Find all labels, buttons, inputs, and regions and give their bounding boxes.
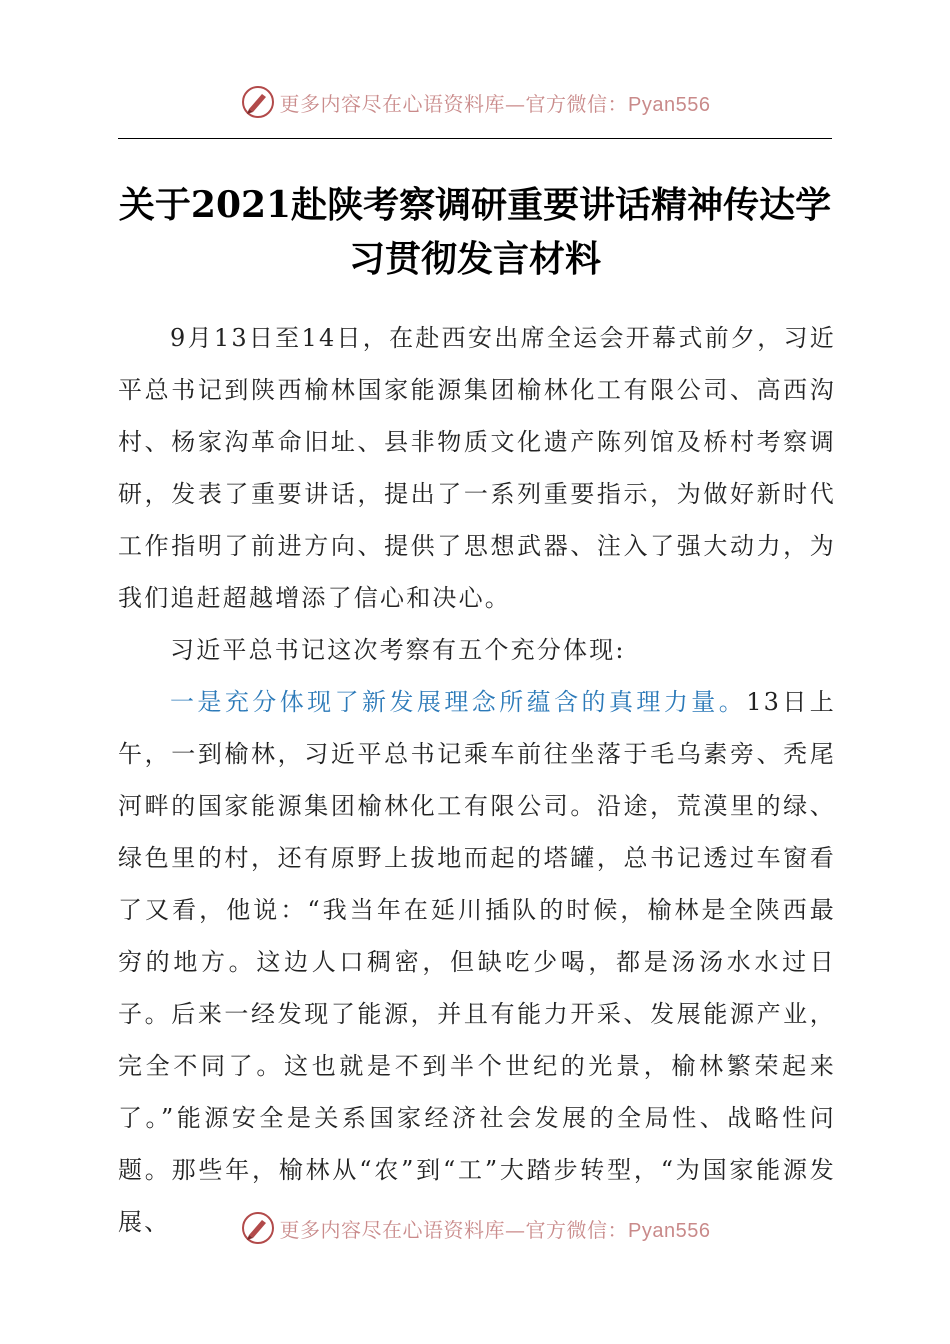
document-body: [118, 312, 836, 1248]
watermark-separator: —: [505, 1217, 526, 1242]
paragraph-3: [118, 676, 836, 1248]
watermark-wechat-id: Pyan556: [628, 1219, 711, 1242]
paragraph-3-highlight: 一是充分体现了新发展理念所蕴含的真理力量。: [170, 688, 747, 716]
header-watermark-banner: [0, 82, 950, 122]
watermark-separator: —: [505, 91, 526, 116]
footer-watermark-banner: [0, 1208, 950, 1248]
watermark-contact-label: 官方微信：: [525, 91, 629, 116]
pen-seal-icon: [240, 84, 276, 120]
pen-seal-icon: [240, 1210, 276, 1246]
header-divider: [118, 138, 832, 139]
watermark-contact-label: 官方微信：: [525, 1217, 629, 1242]
paragraph-3-text: 13日上午，一到榆林，习近平总书记乘车前往坐落于毛乌素旁、秃尾河畔的国家能源集团榆林化工有限公司。沿途，荒漠里的绿、绿色里的村，还有原野上拔地而起的塔罐，总书记透过车窗看了又看，他说：“我当年在延川插队的时候，榆林是全陕西最穷的地方。这边人口稠密，但缺吃少喝，都是汤汤水水过日子。后来一经发现了能源，并且有能力开采、发展能源产业，完全不同了。这也就是不到半个世纪的光景，榆林繁荣起来了。”能源安全是关系国家经济社会发展的全局性、战略性问题。那些年，榆林从“农”到“工”大踏步转型，“为国家能源发展、: [118, 688, 837, 1236]
paragraph-2: 习近平总书记这次考察有五个充分体现:: [170, 636, 626, 664]
watermark-text: [280, 88, 711, 117]
document-title: [100, 178, 850, 286]
watermark-brand: 更多内容尽在心语资料库: [279, 1217, 506, 1242]
title-line-2: 习贯彻发言材料: [348, 238, 601, 280]
watermark-text: [280, 1214, 711, 1243]
watermark-brand: 更多内容尽在心语资料库: [279, 91, 506, 116]
watermark-wechat-id: Pyan556: [628, 93, 711, 116]
paragraph-1: 9月13日至14日，在赴西安出席全运会开幕式前夕，习近平总书记到陕西榆林国家能源集团榆林化工有限公司、高西沟村、杨家沟革命旧址、县非物质文化遗产陈列馆及桥村考察调研，发表了重要讲话，提出了一系列重要指示，为做好新时代工作指明了前进方向、提供了思想武器、注入了强大动力，为我们追赶超越增添了信心和决心。: [118, 324, 836, 612]
title-line-1: 关于2021赴陕考察调研重要讲话精神传达学: [118, 184, 832, 226]
